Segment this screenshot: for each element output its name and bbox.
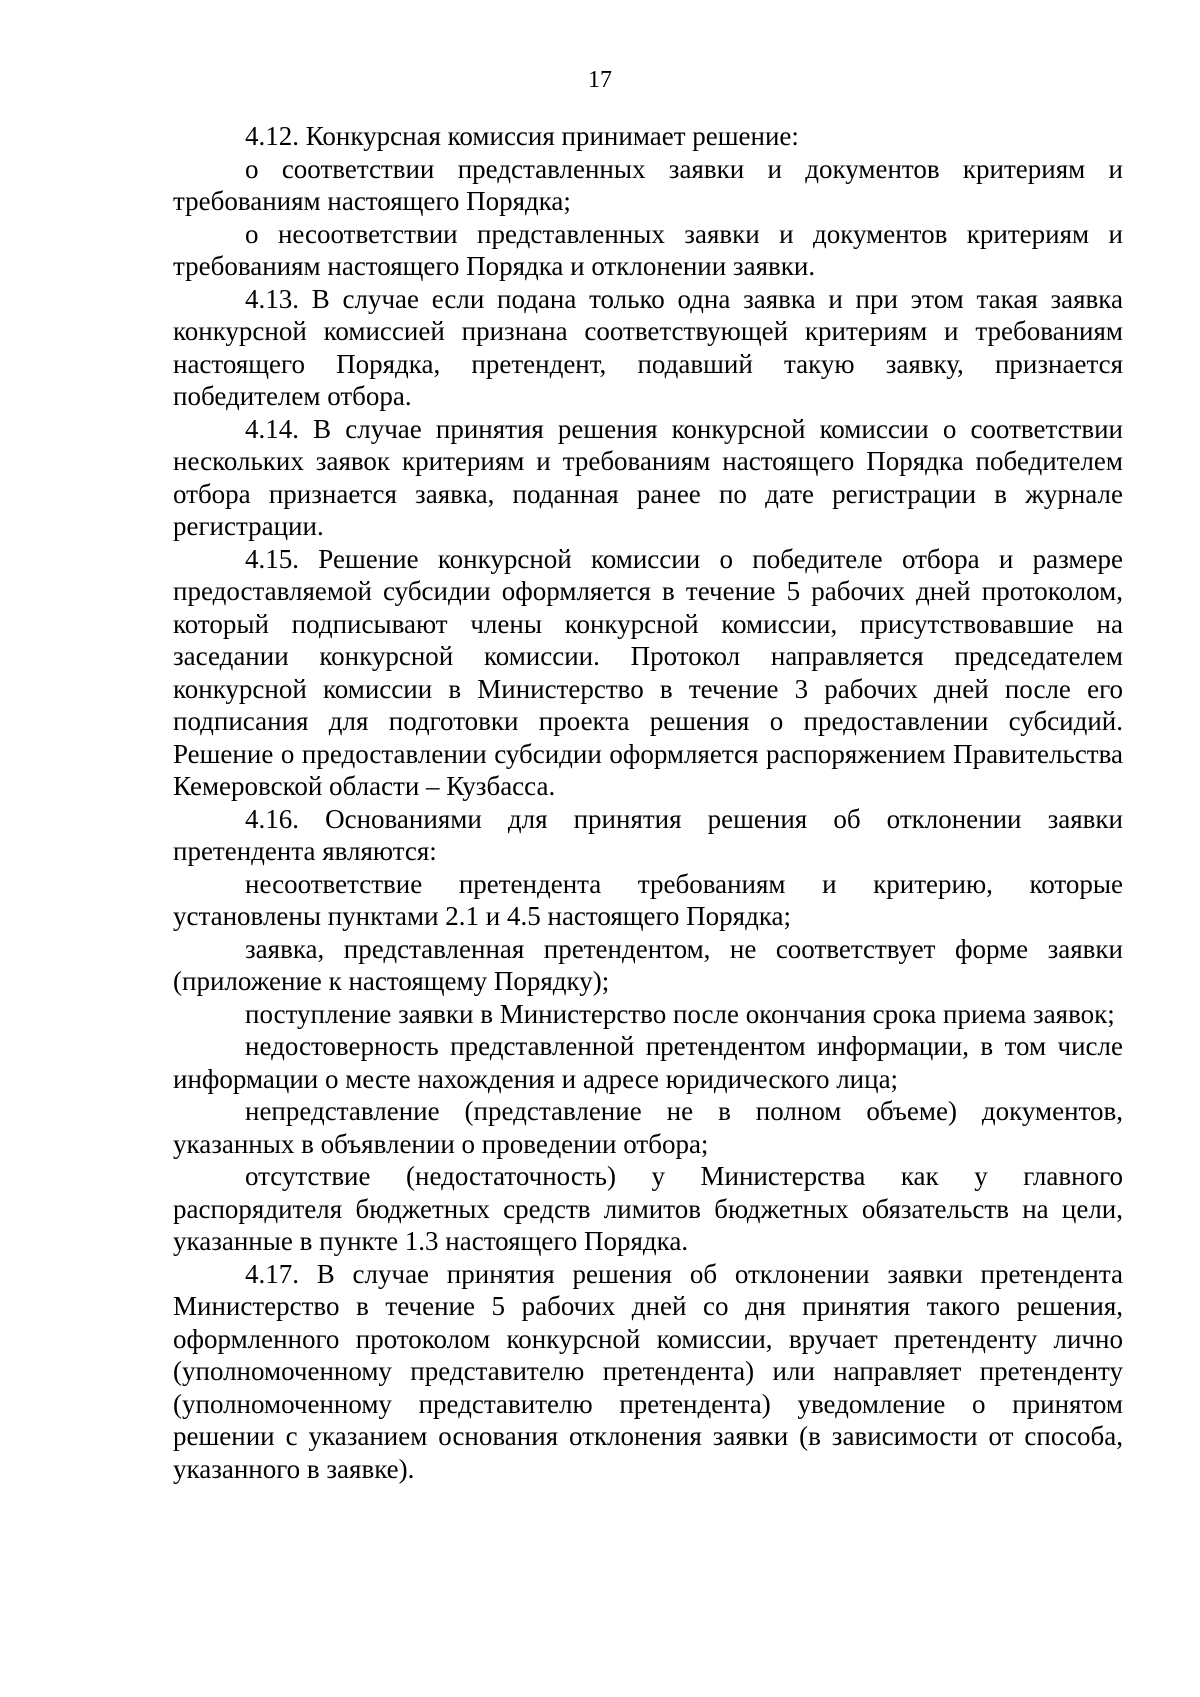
paragraph-4-16-item-5: непредставление (представление не в полном объеме) документов, указанных в объявлении о проведении отбора; bbox=[173, 1096, 1123, 1159]
paragraph-4-12-item-2: о несоответствии представленных заявки и документов критериям и требованиям настоящего Порядка и отклонении заявки. bbox=[173, 218, 1123, 281]
paragraph-4-14: 4.14. В случае принятия решения конкурсной комиссии о соответствии нескольких заявок критериям и требованиям настоящего Порядка победителем отбора признается заявка, поданная ранее по дате регистрации в журнале регистрации. bbox=[173, 413, 1123, 541]
page-number: 17 bbox=[588, 67, 612, 93]
paragraph-4-12: 4.12. Конкурсная комиссия принимает решение: bbox=[245, 121, 799, 151]
paragraph-4-16: 4.16. Основаниями для принятия решения об отклонении заявки претендента являются: bbox=[173, 803, 1123, 866]
paragraph-4-16-item-4: недостоверность представленной претендентом информации, в том числе информации о месте нахождения и адресе юридического лица; bbox=[173, 1031, 1123, 1094]
paragraph-4-16-item-2: заявка, представленная претендентом, не соответствует форме заявки (приложение к настоящему Порядку); bbox=[173, 933, 1123, 996]
paragraph-4-15: 4.15. Решение конкурсной комиссии о победителе отбора и размере предоставляемой субсидии оформляется в течение 5 рабочих дней протоколом, который подписывают члены конкурсной комиссии, присутствовавшие на заседании конкурсной комиссии. Протокол направляется председателем конкурсной комиссии в Министерство в течение 3 рабочих дней после его подписания для подготовки проекта решения о предоставлении субсидий. Решение о предоставлении субсидии оформляется распоряжением Правительства Кемеровской области – Кузбасса. bbox=[173, 543, 1123, 801]
paragraph-4-16-item-6: отсутствие (недостаточность) у Министерства как у главного распорядителя бюджетных средств лимитов бюджетных обязательств на цели, указанные в пункте 1.3 настоящего Порядка. bbox=[173, 1161, 1123, 1256]
document-body bbox=[173, 120, 1123, 1485]
paragraph-4-16-item-3: поступление заявки в Министерство после окончания срока приема заявок; bbox=[245, 998, 1115, 1029]
paragraph-4-16-item-1: несоответствие претендента требованиям и критерию, которые установлены пунктами 2.1 и 4.5 настоящего Порядка; bbox=[173, 868, 1123, 931]
paragraph-4-12-item-1: о соответствии представленных заявки и документов критериям и требованиям настоящего Порядка; bbox=[173, 153, 1123, 216]
paragraph-4-17: 4.17. В случае принятия решения об отклонении заявки претендента Министерство в течение 5 рабочих дней со дня принятия такого решения, оформленного протоколом конкурсной комиссии, вручает претенденту лично (уполномоченному представителю претендента) или направляет претенденту (уполномоченному представителю претендента) уведомление о принятом решении с указанием основания отклонения заявки (в зависимости от способа, указанного в заявке). bbox=[173, 1258, 1123, 1484]
paragraph-4-13: 4.13. В случае если подана только одна заявка и при этом такая заявка конкурсной комиссией признана соответствующей критериям и требованиям настоящего Порядка, претендент, подавший такую заявку, признается победителем отбора. bbox=[173, 283, 1123, 411]
